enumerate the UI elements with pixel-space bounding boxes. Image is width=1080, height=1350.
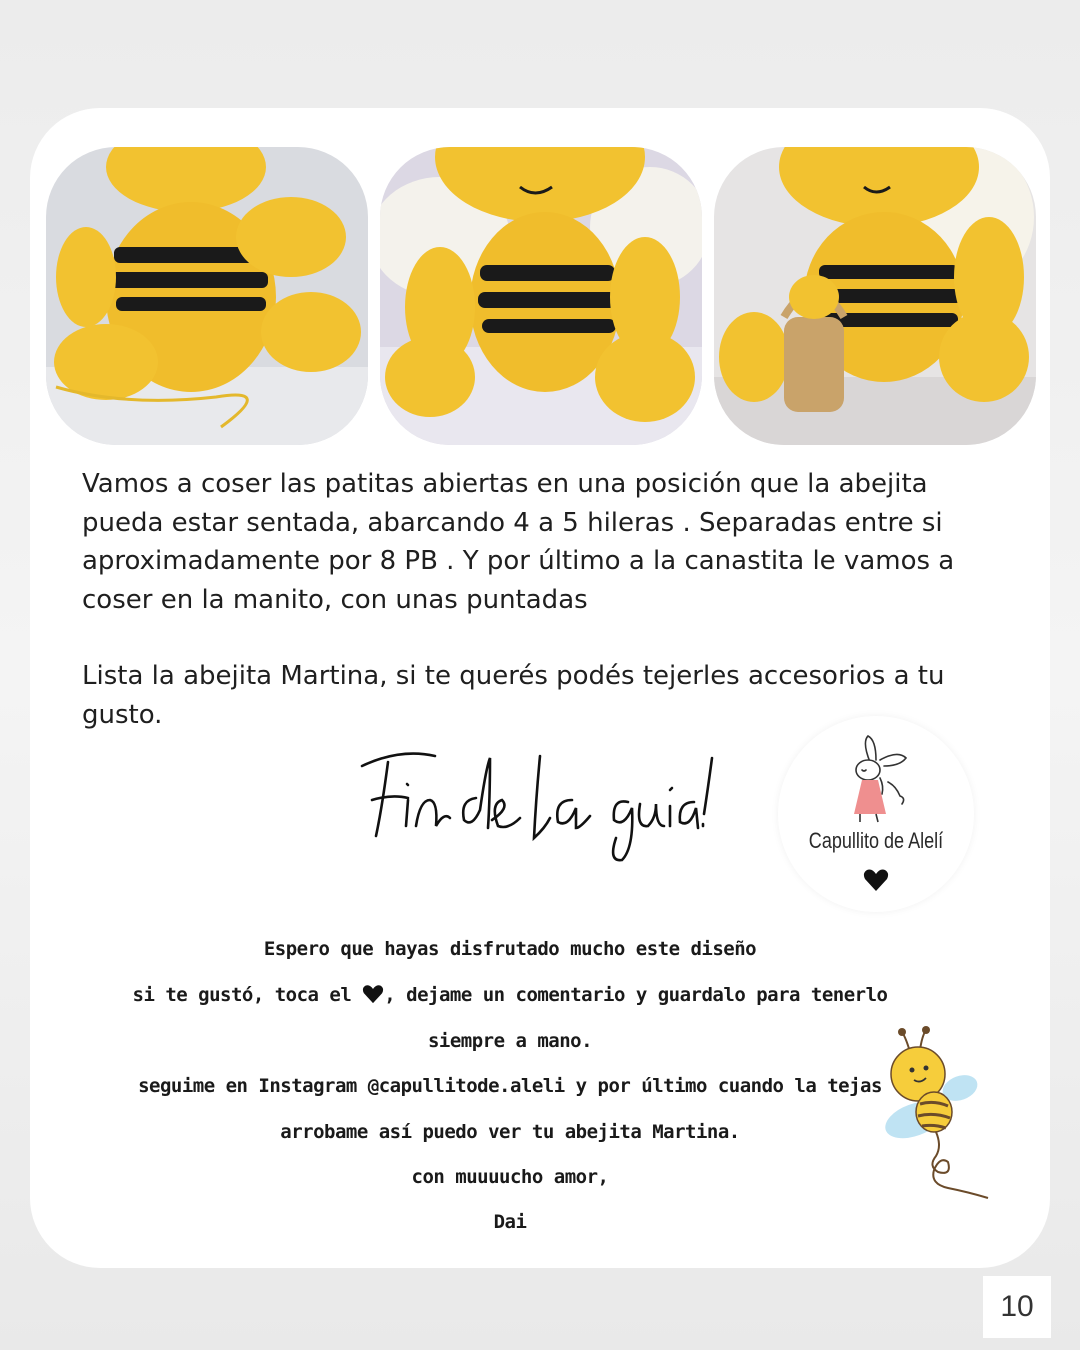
closing-signature: Dai (493, 1211, 527, 1233)
logo-brand-name: Capullito de Alelí (808, 828, 944, 853)
bunny-logo-icon (840, 734, 920, 824)
heart-icon (362, 984, 384, 1004)
closing-line-5: arrobame así puedo ver tu abejita Martina. (280, 1121, 740, 1143)
closing-line-6: con muuuucho amor, (411, 1166, 609, 1188)
closing-line-2 (100, 984, 920, 1006)
finished-paragraph: Lista la abejita Martina, si te querés podés tejerles accesorios a tu gusto. (82, 661, 945, 730)
capullito-logo (778, 716, 974, 912)
heart-icon (863, 868, 889, 892)
closing-line-2-end: , dejame un comentario y guardalo para tenerlo (384, 984, 888, 1006)
closing-line-4: seguime en Instagram @capullitode.aleli y por último cuando la tejas (138, 1075, 882, 1097)
bee-illustration (878, 1022, 1004, 1206)
bee-doll-photo-2 (380, 147, 702, 445)
closing-line-1: Espero que hayas disfrutado mucho este diseño (263, 938, 757, 960)
bee-doll-photo-3 (714, 147, 1036, 445)
fin-de-la-guia-signature (340, 738, 720, 868)
closing-line-2-start: si te gustó, toca el (132, 984, 352, 1006)
page-number: 10 (983, 1276, 1051, 1338)
instructions-paragraph: Vamos a coser las patitas abiertas en una posición que la abejita pueda estar sentada, abarcando 4 a 5 hileras . Separadas entre si aproximadamente por 8 PB . Y por último a la canastita le vamos a coser en la manito, con unas puntadas (82, 469, 955, 615)
closing-line-3: siempre a mano. (427, 1030, 593, 1052)
bee-doll-photo-1 (46, 147, 368, 445)
